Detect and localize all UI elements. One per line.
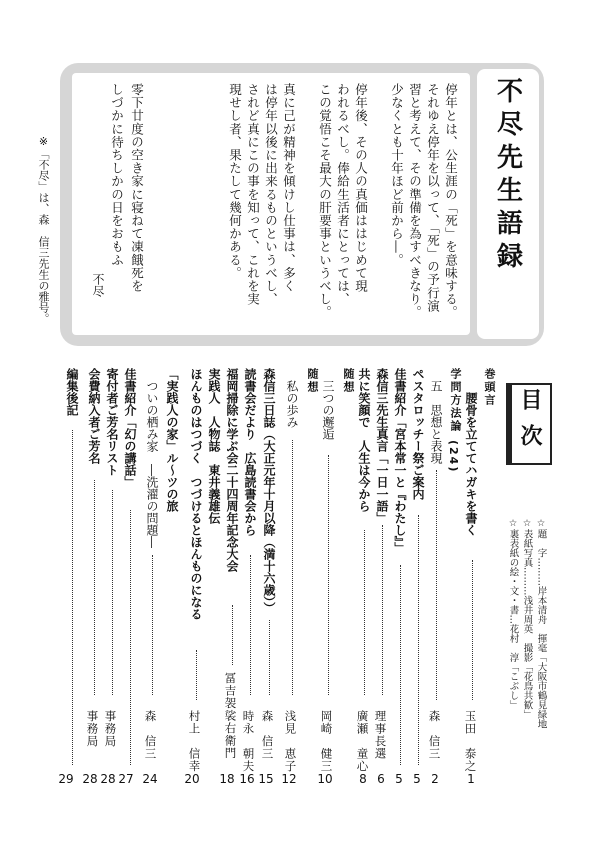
toc-author: 浅見 恵子 [283,710,298,773]
toc-page: 15 [258,772,274,786]
toc-page: 20 [184,772,200,786]
quote-line: 少なくとも十年ほど前から―。 [389,83,405,267]
leader-dots [130,510,131,765]
leader-dots [382,525,383,695]
credit-line: ☆表紙写真………浅井周英 撮影「花鳥共歓」 [521,518,533,719]
credit-line: ☆裏表紙の絵・文・書…花村 淳「こぶし」 [507,518,519,710]
section-gakumon: 学問方法論 [449,368,462,433]
toc-page: 2 [431,772,439,786]
toc-title: 「実践人の家」ル～ツの旅 [165,368,179,512]
toc-title: 福岡掃除に学ぶ会二十四周年記念大会 [225,368,239,572]
toc-author: 村上 信幸 [187,710,202,773]
quote-line: 零下廿度の空き家に寝ねて凍餓死を [129,83,145,293]
section-gakumon-number: (24) [447,440,460,474]
leader-dots [152,555,153,695]
quote-line: は停年以後に出来るものというべし、 [263,83,279,306]
toc-title: 森信三日誌（大正元年十月以降（満十六歳）） [262,368,276,614]
leader-dots [269,620,270,695]
toc-page: 28 [100,772,116,786]
quote-line: 停年後、その人の真価ははじめて現 [353,83,369,293]
quote-line: 停年とは、公生涯の「死」を意味する。 [443,83,459,319]
leader-dots [196,650,197,700]
toc-title: 三つの邂逅 [321,380,335,440]
toc-title: 編集後記 [65,368,79,416]
toc-page: 12 [281,772,297,786]
toc-title: 会費納入者ご芳名 [87,368,101,464]
leader-dots [418,515,419,765]
toc-heading-bar [506,383,512,465]
pen-name-note: ※「不尽」は、森 信三先生の雅号。 [37,135,50,324]
quote-signature: 不尽 [91,273,105,297]
toc-page: 16 [239,772,255,786]
toc-author: 岡崎 健三 [319,710,334,773]
leader-dots [94,480,95,695]
toc-page: 28 [82,772,98,786]
toc-author: 事務局 [103,710,118,748]
toc-title: 読書会だより 広島読書会から [243,368,257,536]
toc-title: ほんものはつづく つづけるとほんものになる [189,368,203,620]
quote-line: 現せし者、果たして幾何かある。 [227,83,243,280]
toc-page: 6 [377,772,385,786]
toc-page: 5 [413,772,421,786]
quote-line: 真に己が精神を傾けし仕事は、多く [281,83,297,293]
quote-line: しづかに待ちしかの日をおもふ [109,83,125,267]
leader-dots [328,455,329,695]
toc-title: 森信三先生真言「一日一語」 [375,368,389,524]
toc-title: 私の歩み [285,380,299,428]
toc-page: 8 [359,772,367,786]
quote-line: それゆえ停年を以って、「死」の予行演 [425,83,441,313]
toc-page: 5 [395,772,403,786]
page-title: 不尽先生語録 [492,77,523,275]
toc-author: 玉田 泰之 [463,710,478,773]
quote-line: この覚悟こそ最大の肝要事というべし。 [317,83,333,319]
leader-dots [112,490,113,695]
toc-heading: 目次 [517,388,542,460]
leader-dots [250,555,251,695]
quote-line: されど真にこの事を知って、これを実 [245,83,261,306]
toc-page: 18 [219,772,235,786]
toc-author: 森 信三 [260,710,275,760]
toc-author: 事務局 [85,710,100,748]
quote-line: われるべし。俸給生活者にとっては、 [335,83,351,306]
toc-author: 時永 朝夫 [241,710,256,773]
leader-dots [72,430,73,765]
section-kantogen: 巻頭言 [483,368,496,407]
section-zuiso: 随想 [342,368,355,394]
title-panel [477,69,539,339]
toc-title: 共に笑顔で 人生は今から [357,368,371,512]
toc-page: 1 [467,772,475,786]
toc-author: 冨吉袈裟右衛門 [223,672,238,760]
leader-dots [436,470,437,700]
toc-author: 理事長選 [373,710,388,760]
credit-line: ☆題 字………岸本清舟 揮毫「大阪市鶴見緑地 [535,518,547,729]
leader-dots [364,530,365,695]
toc-page: 24 [142,772,158,786]
toc-author: 森 信三 [143,710,158,760]
leader-dots [472,560,473,700]
toc-title: 腰骨を立ててハガキを書く [464,392,478,536]
toc-author: 森 信三 [427,710,442,760]
leader-dots [292,440,293,695]
toc-title: 寄付者ご芳名リスト [105,368,119,476]
quote-line: 習と考えて、その準備を為すべきなり。 [407,83,423,319]
toc-title: 佳書紹介「幻の講話」 [123,368,137,488]
section-zuiso: 随想 [306,368,319,394]
toc-author: 廣瀬 童心 [355,710,370,773]
toc-title: ついの栖み家 ―洗濯の問題― [145,380,159,548]
toc-page: 29 [58,772,74,786]
toc-title: ペスタロッチー祭ご案内 [411,368,425,500]
toc-title: 五 思想と表現 [429,380,443,464]
leader-dots [232,605,233,665]
leader-dots [400,565,401,765]
toc-title: 実践人 人物誌 東井義雄伝 [207,368,221,524]
toc-page: 10 [317,772,333,786]
toc-title: 佳書紹介「宮本常一と『わたし』」 [393,368,407,554]
quote-panel [72,73,470,335]
toc-page: 27 [118,772,134,786]
